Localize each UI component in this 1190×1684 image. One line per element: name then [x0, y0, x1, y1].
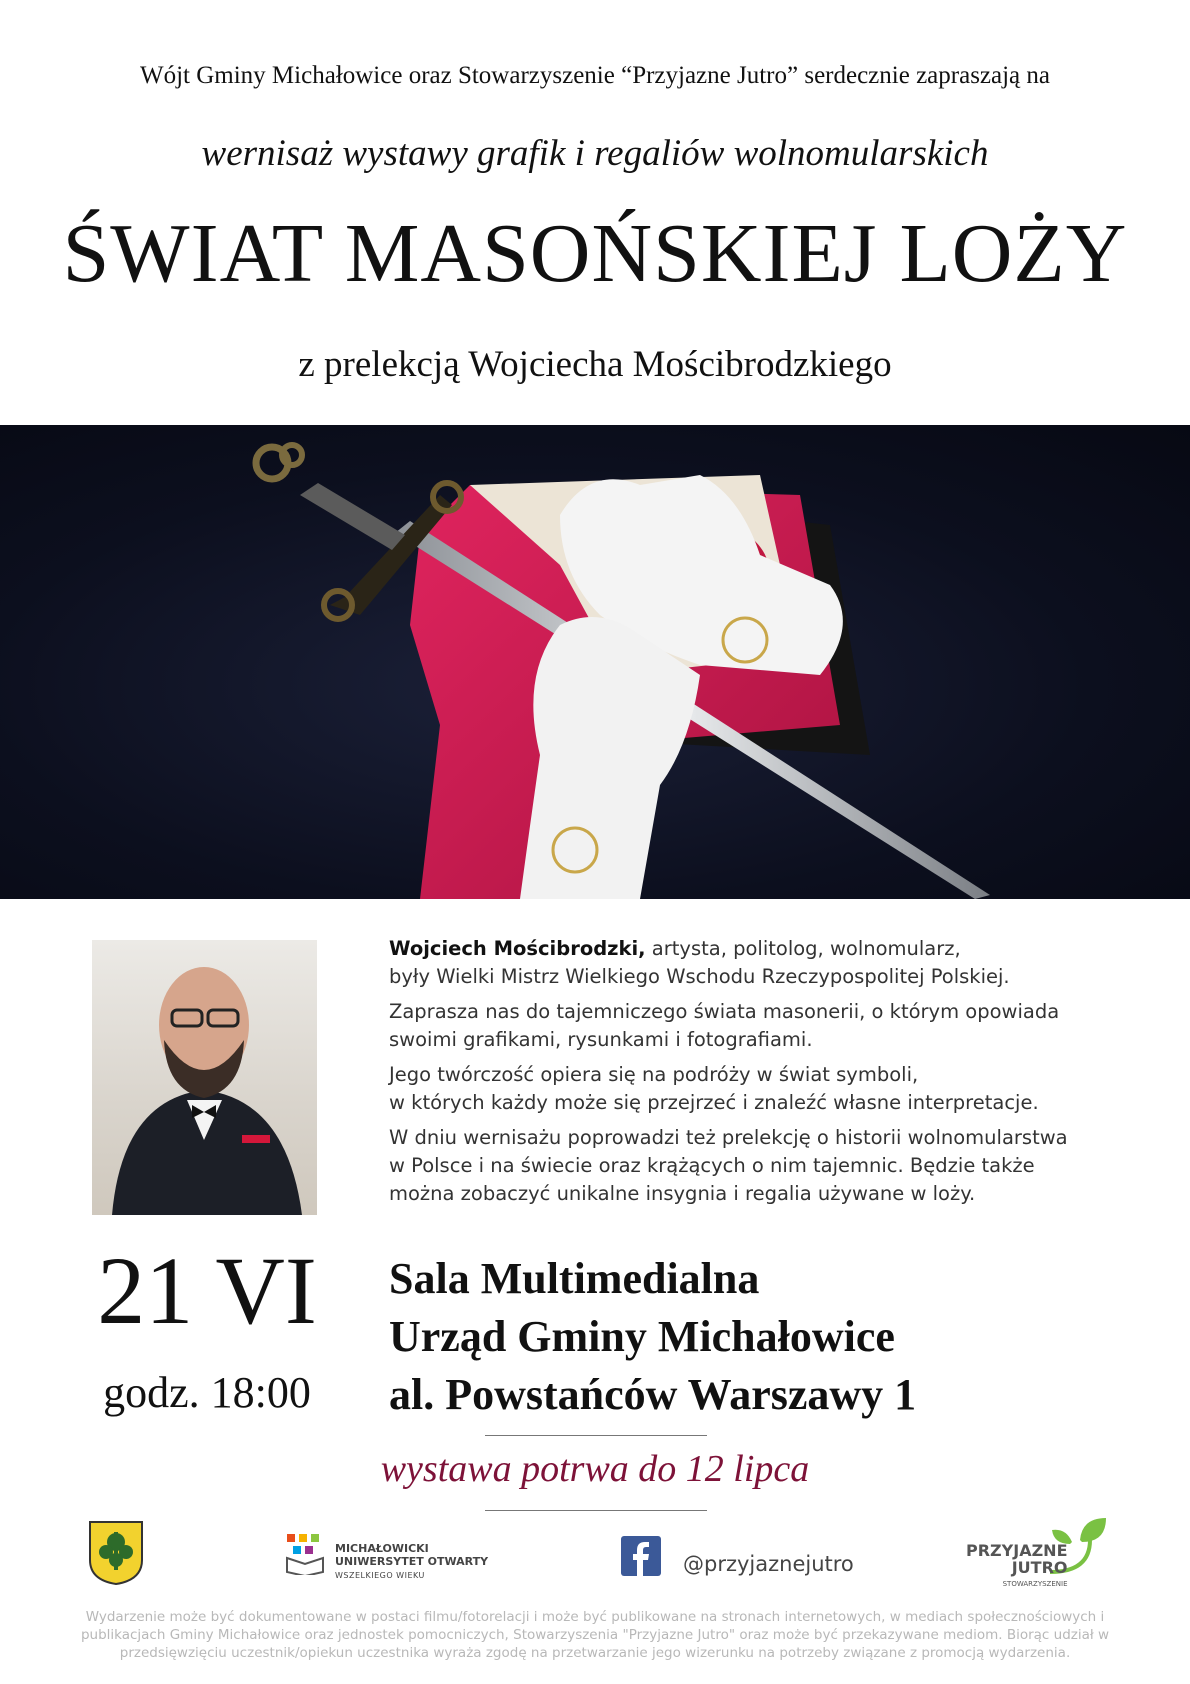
pj-subtitle: STOWARZYSZENIE	[1002, 1580, 1068, 1588]
event-time: godz. 18:00	[103, 1368, 311, 1417]
hero-photo	[0, 425, 1190, 899]
event-date: 21 VI	[97, 1237, 317, 1344]
muo-name-line: UNIWERSYTET OTWARTY	[335, 1555, 489, 1568]
venue-building: Urząd Gminy Michałowice	[389, 1312, 895, 1361]
divider	[485, 1435, 707, 1436]
bio-paragraph-4	[389, 1124, 1129, 1208]
bio-text-line: w których każdy może się przejrzeć i znaleźć własne interpretacje.	[389, 1091, 1039, 1114]
divider	[485, 1510, 707, 1511]
bio-intro-rest: artysta, politolog, wolnomularz,	[645, 937, 961, 960]
pj-name-line: JUTRO	[1011, 1558, 1068, 1577]
bio-paragraph-3	[389, 1061, 1129, 1117]
facebook-handle[interactable]: @przyjaznejutro	[683, 1552, 854, 1576]
venue-room: Sala Multimedialna	[389, 1254, 760, 1303]
exhibition-duration: wystawa potrwa do 12 lipca	[380, 1448, 810, 1490]
page-title: ŚWIAT MASOŃSKIEJ LOŻY	[62, 207, 1128, 300]
sword-gloves-illustration	[0, 425, 1190, 899]
speaker-name: Wojciech Mościbrodzki,	[389, 937, 646, 960]
muo-name-line: MICHAŁOWICKI	[335, 1542, 429, 1555]
venue-address: al. Powstańców Warszawy 1	[389, 1370, 917, 1419]
bio-text-line: Zaprasza nas do tajemniczego świata masonerii, o którym opowiada	[389, 1000, 1060, 1023]
bio-text-line: w Polsce i na świecie oraz krążących o nim tajemnic. Będzie także	[389, 1154, 1035, 1177]
lecture-line: z prelekcją Wojciecha Mościbrodzkiego	[298, 344, 892, 385]
sponsor-logos	[0, 1512, 1190, 1612]
bio-paragraph-2	[389, 998, 1129, 1054]
event-venue	[389, 1250, 916, 1424]
muo-subtitle: WSZELKIEGO WIEKU	[335, 1571, 425, 1580]
coat-of-arms-icon	[88, 1520, 144, 1586]
bio-intro-line2: były Wielki Mistrz Wielkiego Wschodu Rzeczypospolitej Polskiej.	[389, 965, 1010, 988]
facebook-icon[interactable]	[621, 1536, 661, 1576]
muo-logo-text	[335, 1542, 488, 1582]
bio-text-line: W dniu wernisażu poprowadzi też prelekcję o historii wolnomularstwa	[389, 1126, 1068, 1149]
speaker-silhouette	[92, 940, 317, 1215]
bio-text-line: swoimi grafikami, rysunkami i fotografiami.	[389, 1028, 813, 1051]
przyjazne-jutro-logo-text	[966, 1542, 1068, 1593]
event-subtitle: wernisaż wystawy grafik i regaliów wolnomularskich	[201, 133, 989, 174]
bio-text-line: można zobaczyć unikalne insygnia i regalia używane w loży.	[389, 1182, 976, 1205]
speaker-portrait	[92, 940, 317, 1215]
speaker-bio	[389, 935, 1129, 1215]
pj-name-line: PRZYJAZNE	[966, 1541, 1068, 1560]
bio-paragraph-intro	[389, 935, 1129, 991]
legal-disclaimer: Wydarzenie może być dokumentowane w postaci filmu/fotorelacji i może być publikowane na stronach internetowych, w mediach społecznościowych i publikacjach Gminy Michałowice oraz jednostek pomocniczych, Stowarzyszenia "Przyjazne Jutro" oraz może być przekazywane mediom. Biorąc udział w przedsięwzięciu uczestnik/opiekun uczestnika wyraża zgodę na przetwarzanie jego wizerunku na potrzeby związane z promocją wydarzenia.	[80, 1609, 1110, 1661]
invitation-line: Wójt Gminy Michałowice oraz Stowarzyszenie “Przyjazne Jutro” serdecznie zapraszają na	[140, 62, 1050, 89]
muo-logo-icon	[283, 1530, 328, 1575]
bio-text-line: Jego twórczość opiera się na podróży w świat symboli,	[389, 1063, 919, 1086]
